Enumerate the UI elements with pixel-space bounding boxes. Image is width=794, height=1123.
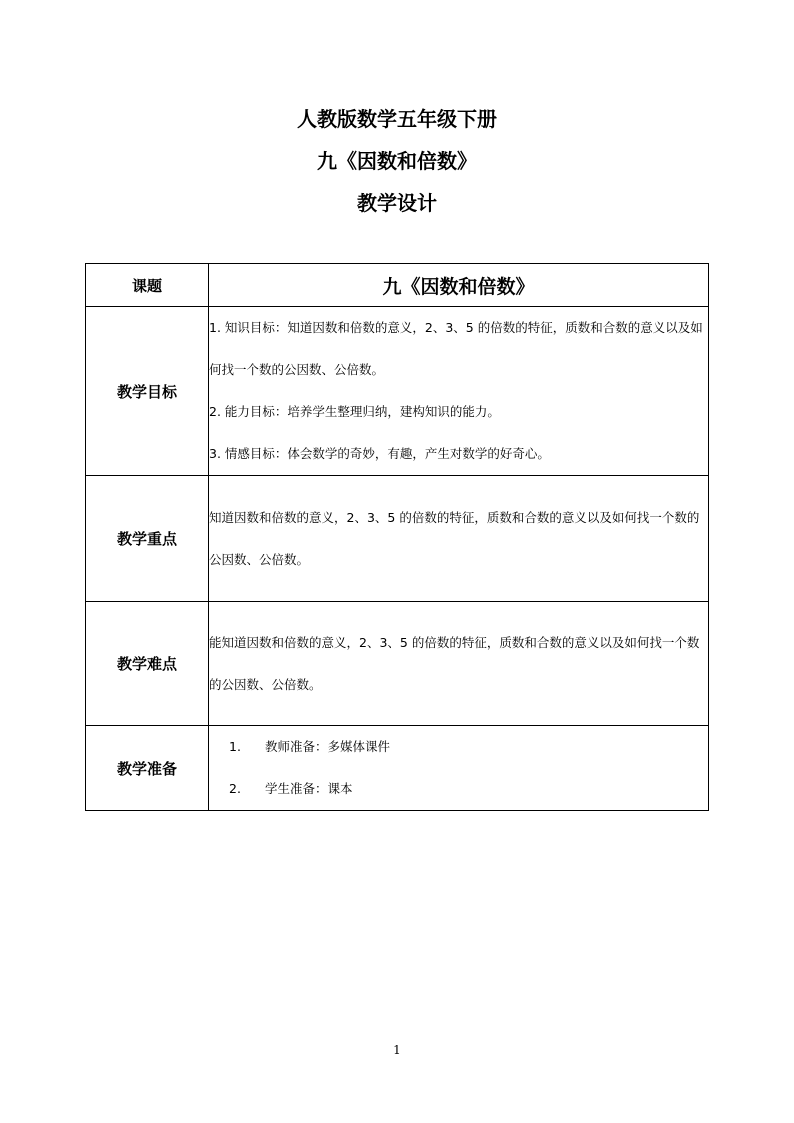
- lesson-plan-table: [85, 263, 709, 811]
- difficulties-text: 能知道因数和倍数的意义，2、3、5 的倍数的特征，质数和合数的意义以及如何找一个数的公因数、公倍数。: [209, 634, 700, 692]
- row-objectives: [86, 307, 709, 476]
- objectives-label: 教学目标: [86, 307, 209, 476]
- list-text: 教师准备：多媒体课件: [265, 739, 391, 754]
- topic-label: 课题: [86, 264, 209, 307]
- key-points-text: 知道因数和倍数的意义，2、3、5 的倍数的特征，质数和合数的意义以及如何找一个数的公因数、公倍数。: [209, 509, 700, 567]
- document-title: 人教版数学五年级下册: [297, 107, 497, 131]
- document-subtitle: 教学设计: [357, 191, 437, 215]
- preparation-label: 教学准备: [86, 726, 209, 811]
- objective-item: 1. 知识目标：知道因数和倍数的意义，2、3、5 的倍数的特征，质数和合数的意义以及如何找一个数的公因数、公倍数。: [209, 320, 703, 377]
- topic-value: 九《因数和倍数》: [209, 264, 709, 307]
- difficulties-label: 教学难点: [86, 602, 209, 726]
- key-points-label: 教学重点: [86, 476, 209, 602]
- row-topic: [86, 264, 709, 307]
- objective-item: 3. 情感目标：体会数学的奇妙，有趣，产生对数学的好奇心。: [209, 446, 550, 461]
- preparation-content: [209, 726, 709, 811]
- list-number: 2.: [229, 781, 241, 796]
- difficulties-content: [209, 602, 709, 726]
- page-number: 1: [393, 1043, 401, 1057]
- lesson-title: 九《因数和倍数》: [317, 149, 477, 173]
- preparation-list: [209, 726, 708, 810]
- row-key-points: [86, 476, 709, 602]
- row-difficulties: [86, 602, 709, 726]
- list-item: [209, 726, 708, 768]
- objectives-content: [209, 307, 709, 476]
- list-number: 1.: [229, 739, 241, 754]
- objective-item: 2. 能力目标：培养学生整理归纳，建构知识的能力。: [209, 404, 500, 419]
- key-points-content: [209, 476, 709, 602]
- row-preparation: [86, 726, 709, 811]
- list-item: [209, 768, 708, 810]
- list-text: 学生准备：课本: [265, 781, 353, 796]
